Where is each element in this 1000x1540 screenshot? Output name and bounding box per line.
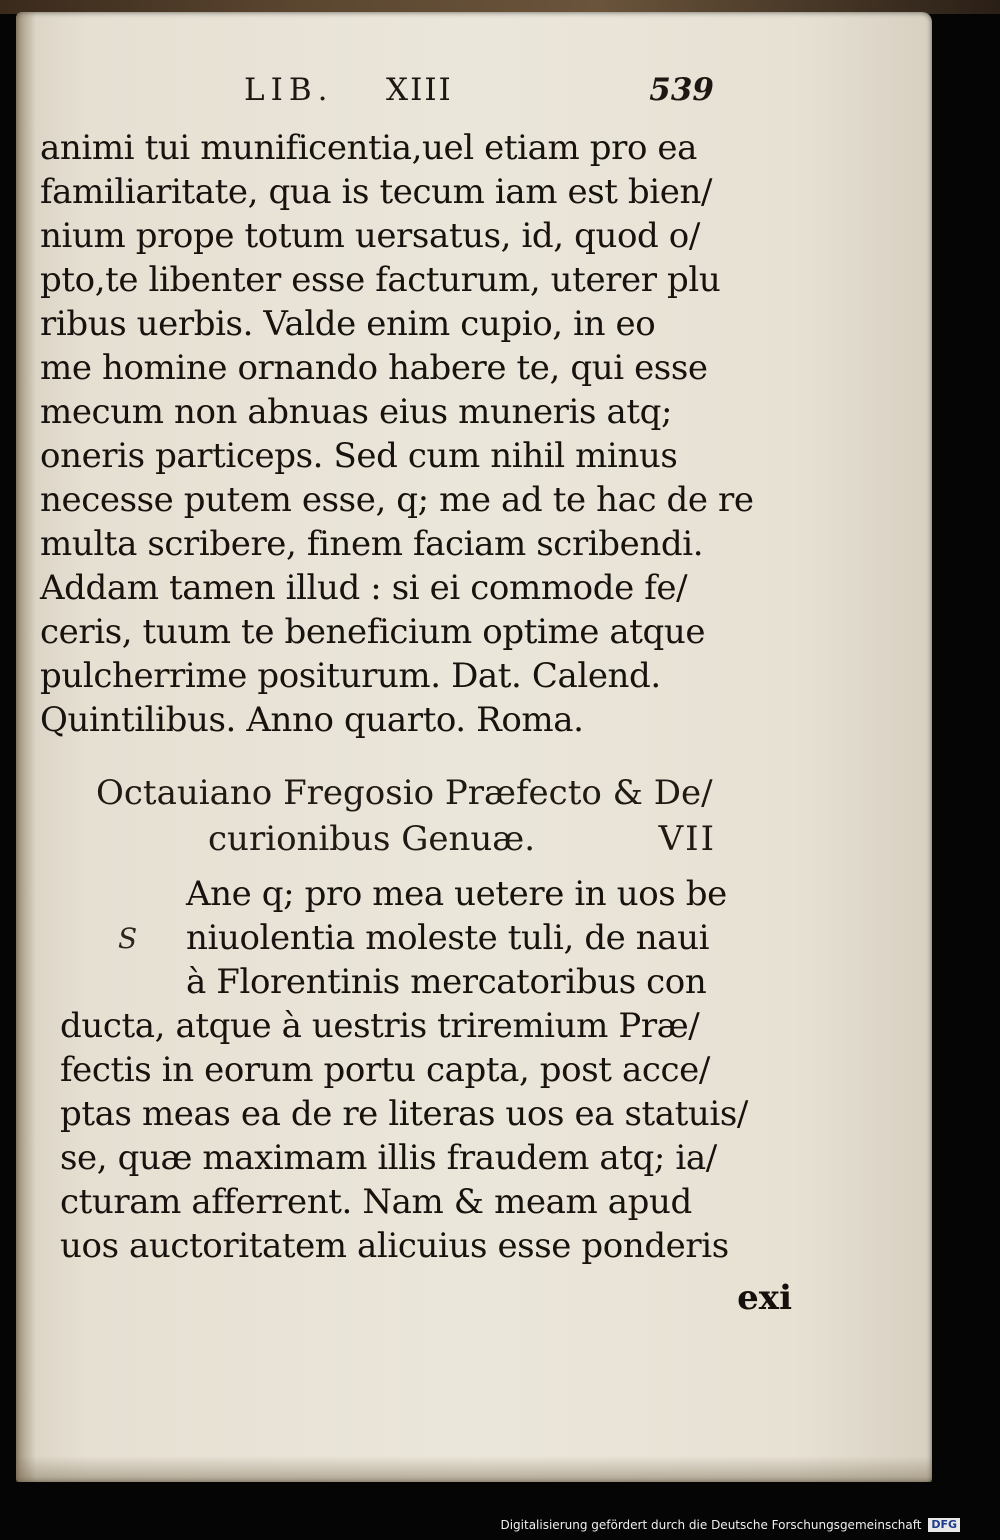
text-line: mecum non abnuas eius muneris atq; — [40, 392, 673, 432]
text-line: à Florentinis mercatoribus con — [186, 962, 707, 1002]
text-line: pulcherrime positurum. Dat. Calend. — [40, 656, 661, 696]
page-bottom-edge — [16, 1456, 932, 1482]
running-head-book-label: LIB. — [244, 72, 334, 108]
letter-heading — [96, 770, 726, 862]
letter-number: VII — [658, 819, 716, 859]
text-line: se, quæ maximam illis fraudem atq; ia/ — [60, 1138, 717, 1178]
text-line: uos auctoritatem alicuius esse ponderis — [60, 1226, 729, 1266]
text-line: ribus uerbis. Valde enim cupio, in eo — [40, 304, 656, 344]
text-line: fectis in eorum portu capta, post acce/ — [60, 1050, 710, 1090]
text-line: pto,te libenter esse facturum, uterer plu — [40, 260, 721, 300]
running-head — [244, 72, 724, 116]
text-line: me homine ornando habere te, qui esse — [40, 348, 708, 388]
text-line: oneris particeps. Sed cum nihil minus — [40, 436, 678, 476]
text-line: ducta, atque à uestris triremium Præ/ — [60, 1006, 700, 1046]
page-gutter-shadow — [16, 12, 36, 1482]
text-line: necesse putem esse, q; me ad te hac de re — [40, 480, 754, 520]
text-line: Quintilibus. Anno quarto. Roma. — [40, 700, 584, 740]
text-line: ptas meas ea de re literas uos ea statuis/ — [60, 1094, 748, 1134]
letter-heading-line: Octauiano Fregosio Præfecto & De/ — [96, 773, 713, 813]
text-line: familiaritate, qua is tecum iam est bien/ — [40, 172, 713, 212]
digitization-credit — [500, 1518, 960, 1533]
credit-text: Digitalisierung gefördert durch die Deutsche Forschungsgemeinschaft — [500, 1517, 922, 1532]
text-line: nium prope totum uersatus, id, quod o/ — [40, 216, 700, 256]
letter-heading-line — [96, 816, 726, 862]
continuation-text — [40, 126, 754, 742]
letter-body — [60, 872, 748, 1268]
text-line: Addam tamen illud : si ei commode fe/ — [40, 568, 688, 608]
dfg-logo: DFG — [928, 1518, 960, 1532]
text-line: animi tui munificentia,uel etiam pro ea — [40, 128, 698, 168]
text-line: Ane q; pro mea uetere in uos be — [186, 874, 727, 914]
letter-heading-recipient: curionibus Genuæ. — [208, 819, 536, 859]
running-head-book-number: XIII — [386, 72, 453, 108]
guide-letter: S — [118, 922, 138, 955]
text-line: ceris, tuum te beneficium optime atque — [40, 612, 706, 652]
text-line: niuolentia moleste tuli, de naui — [186, 918, 710, 958]
text-line: multa scribere, finem faciam scribendi. — [40, 524, 704, 564]
catchword: exi — [737, 1278, 792, 1318]
text-line: cturam afferrent. Nam & meam apud — [60, 1182, 692, 1222]
page-number: 539 — [649, 72, 714, 108]
